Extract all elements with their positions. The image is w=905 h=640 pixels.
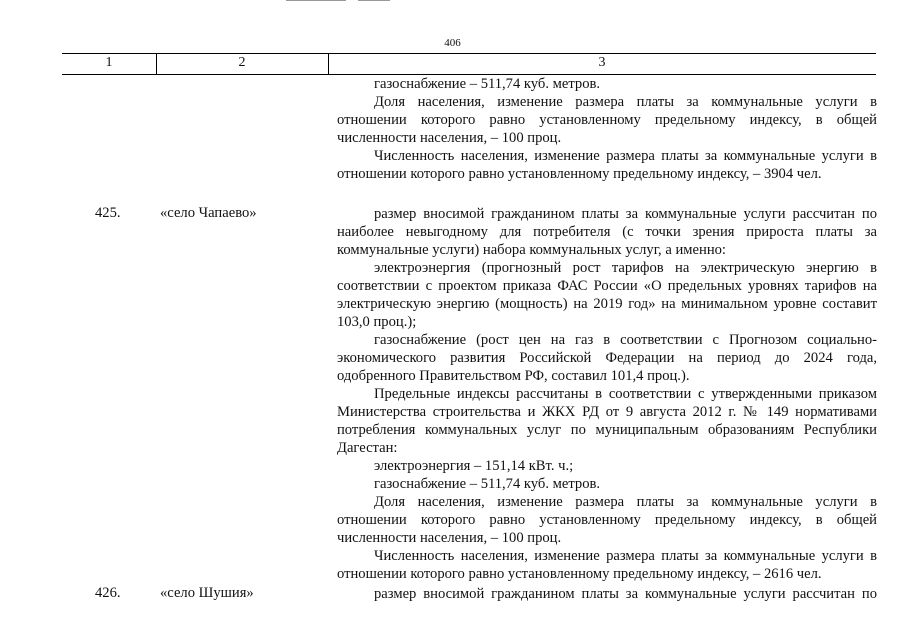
- scan-mark: [286, 0, 346, 1]
- text-line: электроэнергия – 151,14 кВт. ч.;: [374, 458, 574, 474]
- text-line: размер вносимой гражданином платы за коммунальные услуги рассчитан по: [374, 206, 877, 222]
- text-line: отношении которого равно установленному предельному индексу, – 3904 чел.: [337, 166, 822, 182]
- settlement-name: «село Чапаево»: [160, 205, 257, 221]
- text-line: размер вносимой гражданином платы за коммунальные услуги рассчитан по: [374, 586, 877, 602]
- text-line: отношении которого равно установленному предельному индексу, в общей: [337, 112, 877, 128]
- page-number: 406: [444, 37, 461, 49]
- text-line: Доля населения, изменение размера платы за коммунальные услуги в: [374, 494, 877, 510]
- column-header-2: 2: [238, 55, 246, 70]
- text-line: экономического развития Российской Федерации на период до 2024 года,: [337, 350, 877, 366]
- text-line: наиболее невыгодному для потребителя (с точки зрения прироста платы за: [337, 224, 877, 240]
- text-line: отношении которого равно установленному предельному индексу, – 2616 чел.: [337, 566, 822, 582]
- settlement-name: «село Шушия»: [160, 585, 254, 601]
- text-line: Министерства строительства и ЖКХ РД от 9 августа 2012 г. № 149 нормативами: [337, 404, 877, 420]
- text-line: Численность населения, изменение размера платы за коммунальные услуги в: [374, 548, 877, 564]
- text-line: Доля населения, изменение размера платы за коммунальные услуги в: [374, 94, 877, 110]
- text-line: коммунальные услуги) набора коммунальных услуг, а именно:: [337, 242, 726, 258]
- text-line: газоснабжение (рост цен на газ в соответствии с Прогнозом социально-: [374, 332, 877, 348]
- column-header-3: 3: [598, 55, 606, 70]
- text-line: Численность населения, изменение размера платы за коммунальные услуги в: [374, 148, 877, 164]
- text-line: соответствии с проектом приказа ФАС России «О предельных уровнях тарифов на: [337, 278, 877, 294]
- text-line: одобренного Правительством РФ, составил 101,4 проц.).: [337, 368, 690, 384]
- text-line: численности населения, – 100 проц.: [337, 530, 562, 546]
- text-line: численности населения, – 100 проц.: [337, 130, 562, 146]
- scan-mark: [358, 0, 390, 1]
- row-number: 425.: [95, 205, 121, 221]
- text-line: 103,0 проц.);: [337, 314, 417, 330]
- column-header-1: 1: [105, 55, 113, 70]
- text-line: газоснабжение – 511,74 куб. метров.: [374, 476, 601, 492]
- text-line: электроэнергия (прогнозный рост тарифов на электрическую энергию в: [374, 260, 877, 276]
- text-line: Дагестан:: [337, 440, 398, 456]
- table-header-row: [62, 53, 876, 75]
- text-line: газоснабжение – 511,74 куб. метров.: [374, 76, 601, 92]
- text-line: отношении которого равно установленному предельному индексу, в общей: [337, 512, 877, 528]
- text-line: потребления коммунальных услуг по муниципальным образованиям Республики: [337, 422, 877, 438]
- text-line: Предельные индексы рассчитаны в соответствии с утвержденными приказом: [374, 386, 877, 402]
- row-number: 426.: [95, 585, 121, 601]
- text-line: электрическую энергию (мощность) на 2019 год» на минимальном уровне составит: [337, 296, 877, 312]
